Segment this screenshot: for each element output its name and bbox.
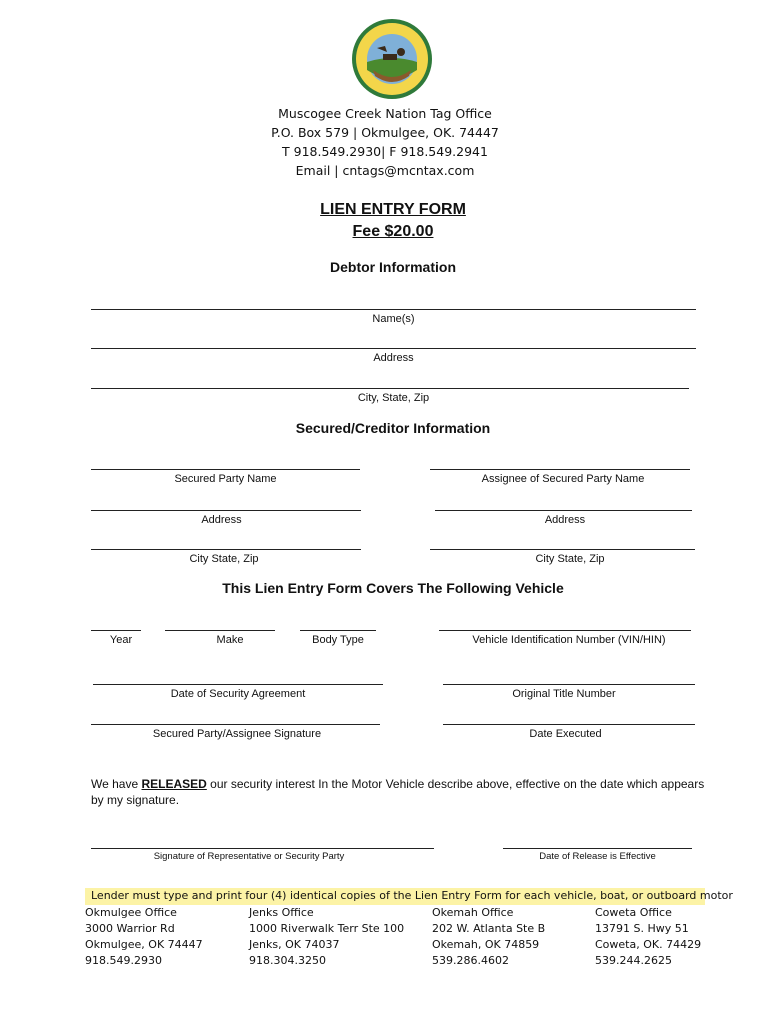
header-email: Email | cntags@mcntax.com <box>295 163 475 178</box>
office-city: Jenks, OK 74037 <box>249 938 340 951</box>
office-city: Okmulgee, OK 74447 <box>85 938 203 951</box>
release-date-line[interactable] <box>503 848 692 849</box>
vin-label: Vehicle Identification Number (VIN/HIN) <box>472 634 666 646</box>
date-security-line[interactable] <box>93 684 383 685</box>
office-name: Jenks Office <box>249 906 314 919</box>
date-executed-label: Date Executed <box>529 728 602 740</box>
vin-line[interactable] <box>439 630 691 631</box>
debtor-address-line[interactable] <box>91 348 696 349</box>
original-title-label: Original Title Number <box>512 688 616 700</box>
debtor-heading: Debtor Information <box>330 259 456 275</box>
office-name: Okemah Office <box>432 906 514 919</box>
released-emphasis: RELEASED <box>141 777 207 791</box>
assignee-label: Assignee of Secured Party Name <box>481 473 645 485</box>
office-coweta <box>595 905 701 969</box>
release-text-before: We have <box>91 777 142 791</box>
body-type-line[interactable] <box>300 630 376 631</box>
office-phone: 539.244.2625 <box>595 954 672 967</box>
assignee-line[interactable] <box>430 469 690 470</box>
creditor-address-right-line[interactable] <box>435 510 692 511</box>
release-signature-line[interactable] <box>91 848 434 849</box>
debtor-name-line[interactable] <box>91 309 696 310</box>
date-security-label: Date of Security Agreement <box>170 688 306 700</box>
release-statement <box>91 776 711 808</box>
year-line[interactable] <box>91 630 141 631</box>
assignee-signature-label: Secured Party/Assignee Signature <box>152 728 322 740</box>
creditor-address-left-line[interactable] <box>91 510 361 511</box>
creditor-address-right-label: Address <box>544 514 586 526</box>
creditor-heading: Secured/Creditor Information <box>295 420 491 436</box>
header-po-box: P.O. Box 579 | Okmulgee, OK. 74447 <box>271 125 499 140</box>
header-office-name: Muscogee Creek Nation Tag Office <box>278 106 492 121</box>
office-okmulgee <box>85 905 203 969</box>
debtor-address-label: Address <box>373 352 414 364</box>
release-signature-label: Signature of Representative or Security Party <box>153 851 345 862</box>
office-city: Okemah, OK 74859 <box>432 938 540 951</box>
make-label: Make <box>216 634 244 646</box>
creditor-city-left-line[interactable] <box>91 549 361 550</box>
nation-seal-logo <box>351 18 433 100</box>
office-phone: 918.304.3250 <box>249 954 326 967</box>
assignee-signature-line[interactable] <box>91 724 380 725</box>
office-street: 13791 S. Hwy 51 <box>595 922 689 935</box>
debtor-name-label: Name(s) <box>372 313 415 325</box>
vehicle-heading: This Lien Entry Form Covers The Following Vehicle <box>222 580 564 596</box>
office-name: Okmulgee Office <box>85 906 177 919</box>
date-executed-line[interactable] <box>443 724 695 725</box>
secured-party-line[interactable] <box>91 469 360 470</box>
make-line[interactable] <box>165 630 275 631</box>
creditor-address-left-label: Address <box>201 514 242 526</box>
body-type-label: Body Type <box>312 634 364 646</box>
creditor-city-left-label: City State, Zip <box>189 553 259 565</box>
header-phone-fax: T 918.549.2930| F 918.549.2941 <box>282 144 488 159</box>
year-label: Year <box>109 634 133 646</box>
office-header <box>0 104 770 180</box>
office-okemah <box>432 905 545 969</box>
release-date-label: Date of Release is Effective <box>539 851 656 862</box>
original-title-line[interactable] <box>443 684 695 685</box>
creditor-city-right-line[interactable] <box>430 549 695 550</box>
debtor-city-line[interactable] <box>91 388 689 389</box>
office-street: 1000 Riverwalk Terr Ste 100 <box>249 922 405 935</box>
creditor-city-right-label: City State, Zip <box>535 553 605 565</box>
debtor-city-label: City, State, Zip <box>357 392 430 404</box>
copies-notice: Lender must type and print four (4) identical copies of the Lien Entry Form for each vehicle, boat, or outboard motor <box>91 889 733 902</box>
secured-party-label: Secured Party Name <box>174 473 277 485</box>
office-phone: 539.286.4602 <box>432 954 509 967</box>
form-fee: Fee $20.00 <box>352 223 434 240</box>
office-name: Coweta Office <box>595 906 672 919</box>
office-jenks <box>249 905 404 969</box>
release-text-after: our security interest In the Motor Vehicle describe above, effective on the date which appears by my signature. <box>91 777 705 807</box>
office-city: Coweta, OK. 74429 <box>595 938 702 951</box>
office-phone: 918.549.2930 <box>85 954 162 967</box>
office-street: 3000 Warrior Rd <box>85 922 175 935</box>
form-title: LIEN ENTRY FORM <box>320 201 466 218</box>
office-street: 202 W. Atlanta Ste B <box>432 922 546 935</box>
